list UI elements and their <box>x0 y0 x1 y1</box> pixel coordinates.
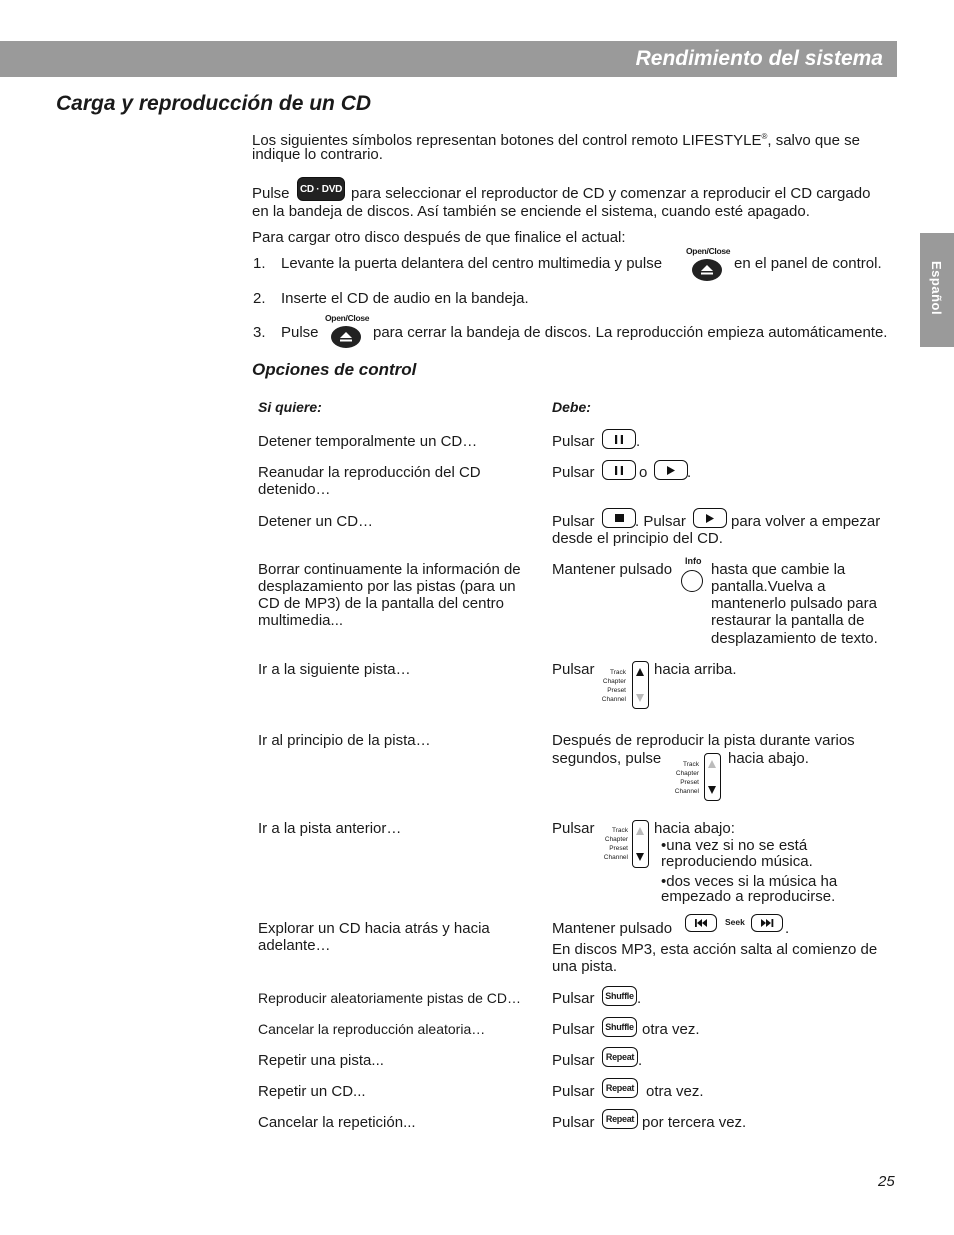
table-row-do-2: En discos MP3, esta acción salta al comienzo de <box>552 941 878 958</box>
table-row-do: Pulsar <box>552 433 595 450</box>
table-row-do: Pulsar <box>552 1114 595 1131</box>
intro-line-2: indique lo contrario. <box>252 146 383 163</box>
step-3-text: Pulse <box>281 324 319 341</box>
table-row-do-3: mantenerlo pulsado para <box>711 595 877 612</box>
table-row-do: Pulsar <box>552 464 595 481</box>
eject-icon <box>331 326 361 348</box>
table-row-want-4: multimedia... <box>258 612 344 629</box>
table-row-do-5: empezado a reproducirse. <box>661 888 836 905</box>
rocker-label: Track Chapter Preset Channel <box>603 827 628 861</box>
open-close-label: Open/Close <box>325 313 370 323</box>
table-row-do-2: pantalla.Vuelva a <box>711 578 826 595</box>
track-down-rocker-icon <box>704 753 721 801</box>
table-row-do-post: para volver a empezar <box>731 513 881 530</box>
table-row-do-3: reproduciendo música. <box>661 853 813 870</box>
page-heading: Carga y reproducción de un CD <box>56 92 372 115</box>
col-header-do: Debe: <box>552 399 591 415</box>
press-cd-pre: Pulse <box>252 185 290 202</box>
cd-dvd-button-icon: CD · DVD <box>297 177 345 201</box>
table-row-want: Reproducir aleatoriamente pistas de CD… <box>258 990 522 1006</box>
table-row-want: Detener temporalmente un CD… <box>258 433 478 450</box>
table-row-want: Ir a la siguiente pista… <box>258 661 411 678</box>
shuffle-button-icon: Shuffle <box>602 1017 637 1037</box>
table-row-do-post: . <box>785 920 790 937</box>
table-row-do-post: . <box>637 990 642 1007</box>
table-row-do-1: hacia abajo: <box>654 820 735 837</box>
step-1-after: en el panel de control. <box>734 255 882 272</box>
table-row-do-post: . <box>636 433 641 450</box>
table-row-do-post: hacia abajo. <box>728 750 809 767</box>
repeat-button-icon: Repeat <box>602 1047 638 1067</box>
table-row-do: Pulsar <box>552 1021 595 1038</box>
table-row-do-line-2: desde el principio del CD. <box>552 530 723 547</box>
open-close-label: Open/Close <box>686 246 731 256</box>
intro-line-1: Los siguientes símbolos representan botones del control remoto LIFESTYLE®, salvo que se <box>252 132 860 149</box>
play-icon <box>693 508 727 528</box>
stop-icon <box>602 508 636 528</box>
skip-forward-icon <box>751 914 783 932</box>
table-row-do: Pulsar <box>552 1052 595 1069</box>
table-row-do: Pulsar <box>552 513 595 530</box>
table-row-do: Mantener pulsado <box>552 561 673 578</box>
table-row-want-3: CD de MP3) de la pantalla del centro <box>258 595 504 612</box>
table-row-want: Ir al principio de la pista… <box>258 732 431 749</box>
skip-back-icon <box>685 914 717 932</box>
seek-button-icon <box>685 914 785 932</box>
press-cd-line-2: en la bandeja de discos. Así también se enciende el sistema, cuando esté apagado. <box>252 203 810 220</box>
table-row-do: Pulsar <box>552 1083 595 1100</box>
pause-icon <box>602 429 636 449</box>
table-row-want: Reanudar la reproducción del CD <box>258 464 481 481</box>
language-tab <box>920 233 954 347</box>
rocker-label: Track Chapter Preset Channel <box>674 761 699 795</box>
col-header-want: Si quiere: <box>258 399 322 415</box>
press-cd-line-1: para seleccionar el reproductor de CD y comenzar a reproducir el CD cargado <box>351 185 871 202</box>
page-number: 25 <box>878 1173 895 1190</box>
language-tab-label: Español <box>929 261 944 316</box>
repeat-button-icon: Repeat <box>602 1109 638 1129</box>
table-row-do: Pulsar <box>552 820 595 837</box>
table-row-do-1: hasta que cambie la <box>711 561 846 578</box>
table-row-do-line-1: Después de reproducir la pista durante varios <box>552 732 855 749</box>
step-2-text: Inserte el CD de audio en la bandeja. <box>281 290 529 307</box>
eject-icon <box>692 259 722 281</box>
table-row-do-2: •una vez si no se está <box>661 837 808 854</box>
seek-label: Seek <box>725 917 745 927</box>
pause-icon <box>602 460 636 480</box>
shuffle-button-icon: Shuffle <box>602 986 637 1006</box>
section-banner <box>0 41 897 77</box>
table-row-do-5: desplazamiento de texto. <box>711 630 878 647</box>
table-row-do: Pulsar <box>552 661 595 678</box>
table-row-do-3: una pista. <box>552 958 618 975</box>
table-row-do: segundos, pulse <box>552 750 662 767</box>
rocker-label: Track Chapter Preset Channel <box>601 669 626 703</box>
table-row-want: Repetir un CD... <box>258 1083 366 1100</box>
table-row-do-4: restaurar la pantalla de <box>711 612 865 629</box>
table-row-want: Ir a la pista anterior… <box>258 820 402 837</box>
info-icon <box>681 570 703 592</box>
track-down-rocker-icon <box>632 820 649 868</box>
load-intro: Para cargar otro disco después de que finalice el actual: <box>252 229 626 246</box>
table-row-want: Explorar un CD hacia atrás y hacia <box>258 920 490 937</box>
section-title: Rendimiento del sistema <box>635 47 883 70</box>
table-row-do-post: . <box>638 1052 643 1069</box>
table-row-do-4: •dos veces si la música ha <box>661 873 838 890</box>
table-row-want-2: desplazamiento por las pistas (para un <box>258 578 516 595</box>
table-row-do: Pulsar <box>552 990 595 1007</box>
step-2-num: 2. <box>253 290 266 307</box>
table-row-want: Cancelar la repetición... <box>258 1114 416 1131</box>
info-label: Info <box>685 556 702 566</box>
table-row-do-post: . <box>687 464 692 481</box>
table-row-do-post: otra vez. <box>642 1021 700 1038</box>
table-row-want: Cancelar la reproducción aleatoria… <box>258 1021 486 1037</box>
step-3-after: para cerrar la bandeja de discos. La reproducción empieza automáticamente. <box>373 324 888 341</box>
play-icon <box>654 460 688 480</box>
step-1-text: Levante la puerta delantera del centro multimedia y pulse <box>281 255 663 272</box>
table-row-do-post: hacia arriba. <box>654 661 737 678</box>
control-options-heading: Opciones de control <box>252 360 417 379</box>
repeat-button-icon: Repeat <box>602 1078 638 1098</box>
table-row-do-mid: o <box>639 464 648 481</box>
table-row-do-post: por tercera vez. <box>642 1114 747 1131</box>
table-row-want: Borrar continuamente la información de <box>258 561 521 578</box>
table-row-want-2: detenido… <box>258 481 331 498</box>
table-row-want: Detener un CD… <box>258 513 374 530</box>
track-up-rocker-icon <box>632 661 649 709</box>
table-row-do-mid: . Pulsar <box>635 513 686 530</box>
table-row-want-2: adelante… <box>258 937 331 954</box>
step-3-num: 3. <box>253 324 266 341</box>
table-row-do-post: otra vez. <box>646 1083 704 1100</box>
table-row-do: Mantener pulsado <box>552 920 673 937</box>
table-row-want: Repetir una pista... <box>258 1052 384 1069</box>
step-1-num: 1. <box>253 255 266 272</box>
